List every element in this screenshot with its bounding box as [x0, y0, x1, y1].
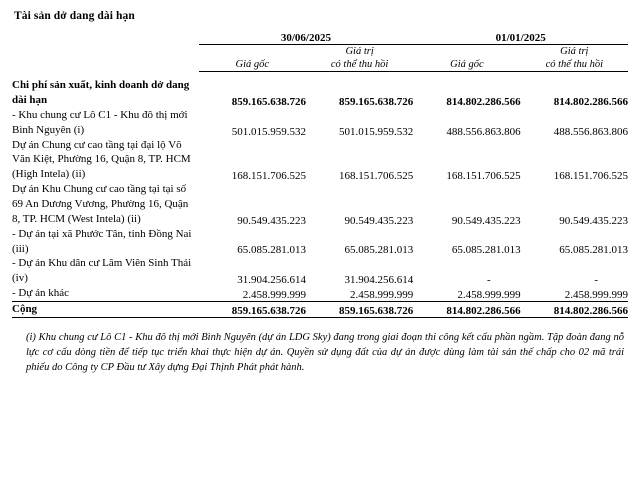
row-label: - Khu chung cư Lô C1 - Khu đô thị mới Bình Nguyên (i) — [12, 108, 188, 136]
row-value: 2.458.999.999 — [457, 288, 521, 301]
subheader-cost-previous — [413, 45, 520, 72]
row-value: 501.015.959.532 — [231, 125, 306, 138]
row-value: 65.085.281.013 — [237, 244, 306, 257]
long-term-assets-in-progress-table — [12, 32, 628, 318]
row-value: 2.458.999.999 — [564, 288, 628, 301]
total-value: 859.165.638.726 — [199, 301, 306, 317]
subheader-line2: có thể thu hồi — [330, 59, 389, 71]
table-total-row — [12, 301, 628, 317]
row-value: 90.549.435.223 — [237, 214, 306, 227]
row-value: 488.556.863.806 — [553, 125, 628, 138]
row-value: 859.165.638.726 — [231, 95, 306, 108]
row-value: 2.458.999.999 — [242, 288, 306, 301]
row-label: Chi phí sản xuất, kinh doanh dở dang dài hạn — [12, 79, 190, 107]
table-header-subcolumns — [12, 45, 628, 72]
table-row — [12, 182, 628, 227]
subheader-line1: Giá gốc — [450, 59, 484, 71]
row-label: Dự án Khu Chung cư cao tầng tại tại số 69 An Dương Vương, Phường 16, Quận 8, TP. HCM (West Intela) (ii) — [12, 183, 189, 225]
row-value: 2.458.999.999 — [350, 288, 414, 301]
row-value: 488.556.863.806 — [446, 125, 521, 138]
period-header-current: 30/06/2025 — [199, 32, 414, 45]
table-header-periods — [12, 32, 628, 45]
subheader-line1: Giá gốc — [235, 59, 270, 71]
total-value: 814.802.286.566 — [413, 301, 520, 317]
row-value: 65.085.281.013 — [344, 244, 414, 257]
total-label: Cộng — [12, 301, 199, 317]
row-label: Dự án Chung cư cao tầng tại đại lộ Võ Văn Kiệt, Phường 16, Quận 8, TP. HCM (High Intela) (ii) — [12, 138, 191, 181]
row-value: 859.165.638.726 — [339, 95, 414, 108]
table-row — [12, 138, 628, 183]
row-value: - — [486, 274, 491, 287]
row-value: 65.085.281.013 — [451, 244, 521, 257]
header-empty-cell-2 — [12, 45, 199, 72]
row-value: 168.151.706.525 — [553, 170, 628, 183]
row-value: 168.151.706.525 — [339, 170, 414, 183]
row-label: - Dự án Khu dân cư Lâm Viên Sinh Thái (iv) — [12, 257, 192, 285]
table-row — [12, 256, 628, 286]
row-value: 65.085.281.013 — [559, 244, 628, 257]
total-value: 859.165.638.726 — [306, 301, 413, 317]
row-value: 814.802.286.566 — [446, 95, 521, 108]
row-value: - — [594, 274, 598, 287]
period-header-previous: 01/01/2025 — [413, 32, 628, 45]
subheader-line2: có thể thu hồi — [545, 59, 604, 71]
footnote-text: (i) Khu chung cư Lô C1 - Khu đô thị mới Bình Nguyên (dự án LDG Sky) đang trong giai đoạn thi công kết cấu phần ngầm. Tập đoàn đang nỗ lực cơ cấu dòng tiền để tiếp tục triển khai thực hiện dự án. Quyền sử dụng đất của dự án được dùng làm tài sản thế chấp cho 02 mã trái phiếu do Công ty CP Đầu tư Xây dựng Đại Thịnh Phát phát hành. — [26, 331, 624, 374]
row-label: - Dự án khác — [12, 287, 69, 300]
row-value: 31.904.256.614 — [344, 274, 414, 287]
row-value: 31.904.256.614 — [237, 274, 306, 287]
row-value: 90.549.435.223 — [451, 214, 521, 227]
subheader-line1: Giá trị — [560, 46, 589, 57]
subheader-recoverable-previous — [521, 45, 628, 72]
page-title: Tài sản dở dang dài hạn — [14, 10, 135, 22]
row-value: 501.015.959.532 — [339, 125, 414, 138]
row-value: 90.549.435.223 — [344, 214, 414, 227]
subheader-recoverable-current — [306, 45, 413, 72]
row-value: 90.549.435.223 — [559, 214, 628, 227]
subheader-cost-current — [199, 45, 306, 72]
subheader-line1: Giá trị — [345, 46, 374, 57]
row-value: 814.802.286.566 — [553, 95, 628, 108]
row-value: 168.151.706.525 — [231, 170, 306, 183]
table-row — [12, 286, 628, 301]
table-row — [12, 227, 628, 257]
table-row — [12, 108, 628, 138]
header-empty-cell — [12, 32, 199, 45]
table-row — [12, 78, 628, 108]
row-label: - Dự án tại xã Phước Tân, tỉnh Đồng Nai (iii) — [12, 227, 192, 255]
total-value: 814.802.286.566 — [521, 301, 628, 317]
row-value: 168.151.706.525 — [446, 170, 521, 183]
